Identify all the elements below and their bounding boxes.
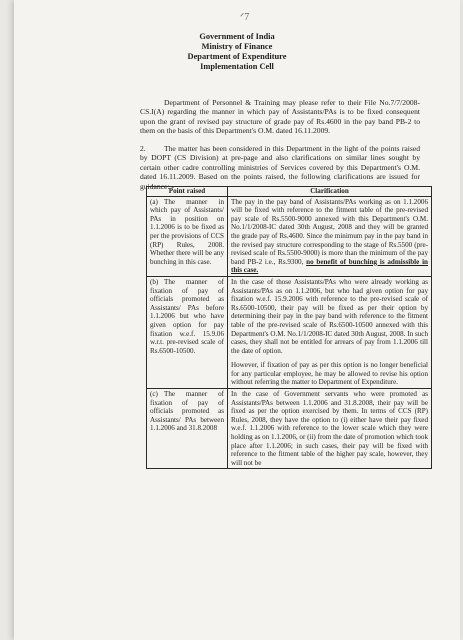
document-page xyxy=(14,0,460,640)
clarification-cell xyxy=(228,196,432,276)
column-header-point: Point raised xyxy=(147,187,228,197)
point-text: The manner in which pay of Assistants/ PAs in position on 1.1.2006 is to be fixed as per the provisions of CCS (RP) Rules, 2008. Whether there will be any bunching in this case. xyxy=(150,197,224,266)
paragraph-2-number: 2. xyxy=(140,144,146,153)
header-cell: Implementation Cell xyxy=(200,62,274,71)
clarification-text: In the case of those Assistants/PAs who were already working as Assistants/PAs as on 1.1.2006, but who had given option for pay fixation w.e.f. 15.9.2006 with reference to the pre-revised scale of Rs.6500-10500, their pay will be fixed as per their option by determining their pay in the pay band with reference to the fitment table of the pre-revised scale of Rs.6500-10500 annexed with this Department's O.M. No.1/1/2008-IC dated 30th August, 2008. In such cases, they shall not be entitled for arrears of pay from 1.1.2006 till the date of option. xyxy=(231,277,428,355)
table-header-row xyxy=(147,187,432,197)
paragraph-2 xyxy=(140,144,420,191)
clarification-table xyxy=(146,186,432,469)
point-cell xyxy=(147,389,228,469)
paragraph-1: Department of Personnel & Training may please refer to their File No.7/7/2008-CS.I(A) regarding the manner in which pay of Assistants/PAs is to be fixed consequent upon the grant of revised pay structure of grade pay of Rs.4600 in the pay band PB-2 to them on the basis of this Department's O.M. dated 16.11.2009. xyxy=(140,98,420,136)
table-row xyxy=(147,389,432,469)
point-text: The manner of fixation of pay of officials promoted as Assistants/ PAs before 1.1.2006 but who have given option for pay fixation w.e.f. 15.9.06 w.r.t. pre-revised scale of Rs.6500-10500. xyxy=(150,277,224,355)
clarification-text-2: However, if fixation of pay as per this option is no longer beneficial for any particular employee, he may be allowed to revise his option without referring the matter to Department of Expenditure. xyxy=(231,361,428,387)
column-header-clarification: Clarification xyxy=(228,187,432,197)
table-row xyxy=(147,276,432,388)
header-department: Department of Expenditure xyxy=(187,52,287,61)
header-government: Government of India xyxy=(199,32,275,41)
clarification-cell xyxy=(228,276,432,388)
row-label: (c) xyxy=(150,390,158,399)
clarification-cell: In the case of Government servants who were promoted as Assistants/PAs between 1.1.2006 and 31.8.2008, their pay will be fixed as per the option exercised by them. In terms of CCS (RP) Rules, 2008, they have the option to (i) either have their pay fixed w.e.f. 1.1.2006 with reference to the lower scale which they were holding as on 1.1.2006, or (ii) from the date of promotion which took place after 1.1.2006; in such cases, their pay will be fixed with reference to the fitment table of the higher pay scale, however, they will not be xyxy=(228,389,432,469)
header-ministry: Ministry of Finance xyxy=(201,42,273,51)
point-text: The manner of fixation of pay of officials promoted as Assistants/ PAs between 1.1.2006 and 31.8.2008 xyxy=(150,390,224,433)
row-label: (b) xyxy=(150,277,159,286)
point-cell xyxy=(147,196,228,276)
table-row xyxy=(147,196,432,276)
clarification-text: The pay in the pay band of Assistants/PAs working as on 1.1.2006 will be fixed with reference to the fitment table of the pre-revised pay scale of Rs.5500-9000 annexed with this Department's O.M. No.1/1/2008-IC dated 30th August, 2008 and they will be granted the grade pay of Rs.4600. Since the minimum pay in the pay band in the revised pay structure corresponding to the stage of Rs.5500 (pre-revised scale of Rs.5500-9000) is more than the minimum of the pay band PB-2 i.e., Rs.9300, xyxy=(231,197,428,266)
document-header xyxy=(14,32,460,72)
page-mark: ᐟ7 xyxy=(240,12,250,23)
clarification-emphasis: no benefit of bunching is admissible in this case. xyxy=(231,257,428,275)
point-cell xyxy=(147,276,228,388)
paragraph-2-text: The matter has been considered in this Department in the light of the points raised by DOPT (CS Division) at pre-page and also clarifications on similar lines sought by certain other cadre controlling ministries of Services covered by this Department's O.M. dated 16.11.2009. Based on the points raised, the following clarifications are issued for guidance: - xyxy=(140,144,420,191)
row-label: (a) xyxy=(150,197,158,206)
